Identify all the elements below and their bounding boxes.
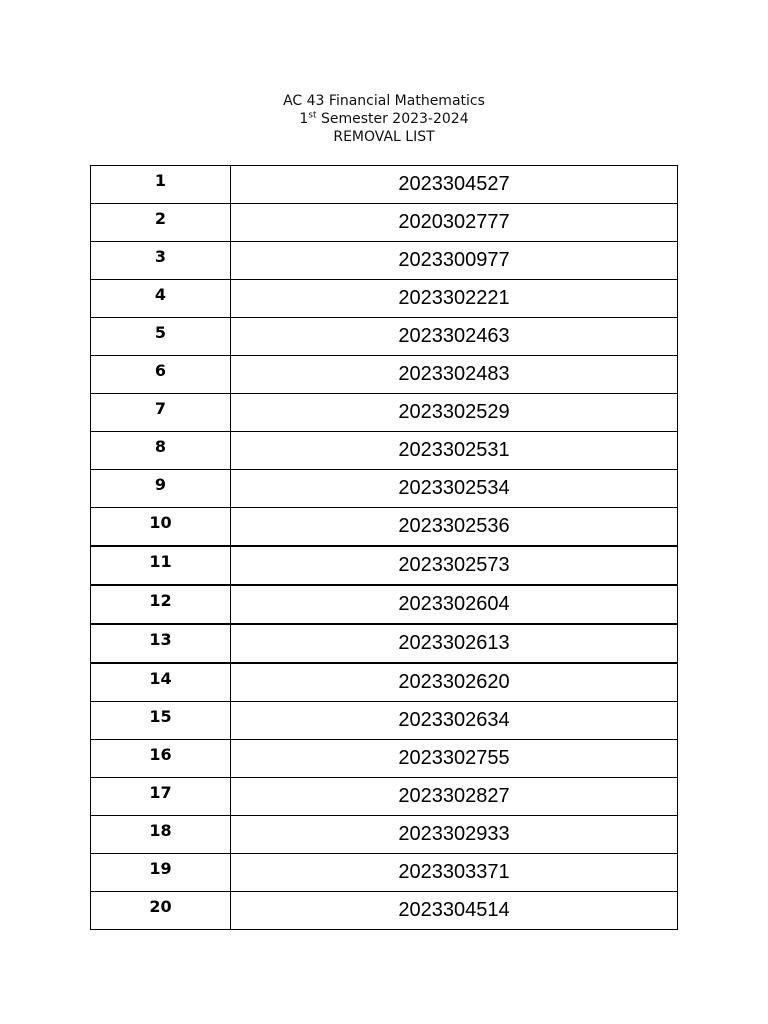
row-number: 17 [91, 778, 231, 816]
student-id: 2023302573 [231, 546, 678, 585]
row-number: 18 [91, 816, 231, 854]
row-number: 5 [91, 318, 231, 356]
student-id: 2020302777 [231, 204, 678, 242]
row-number: 14 [91, 663, 231, 702]
table-row [91, 624, 678, 663]
table-row [91, 394, 678, 432]
table-row [91, 242, 678, 280]
student-id: 2023302634 [231, 702, 678, 740]
table-row [91, 204, 678, 242]
table-row [91, 318, 678, 356]
table-row [91, 585, 678, 624]
table-row [91, 546, 678, 585]
document-header [0, 92, 768, 146]
student-id: 2023302755 [231, 740, 678, 778]
row-number: 11 [91, 546, 231, 585]
row-number: 6 [91, 356, 231, 394]
row-number: 3 [91, 242, 231, 280]
course-title: AC 43 Financial Mathematics [283, 93, 485, 109]
student-id: 2023302620 [231, 663, 678, 702]
table-row [91, 778, 678, 816]
student-id: 2023302613 [231, 624, 678, 663]
semester-ordinal: 1 [299, 111, 309, 127]
row-number: 15 [91, 702, 231, 740]
student-id: 2023302463 [231, 318, 678, 356]
row-number: 8 [91, 432, 231, 470]
table-row [91, 740, 678, 778]
removal-list-table [90, 165, 678, 930]
table-row [91, 816, 678, 854]
student-id: 2023302531 [231, 432, 678, 470]
student-id: 2023302827 [231, 778, 678, 816]
student-id: 2023302221 [231, 280, 678, 318]
student-id: 2023304514 [231, 892, 678, 930]
row-number: 10 [91, 508, 231, 547]
row-number: 20 [91, 892, 231, 930]
table-row [91, 356, 678, 394]
row-number: 12 [91, 585, 231, 624]
table-row [91, 854, 678, 892]
student-id: 2023300977 [231, 242, 678, 280]
table-row [91, 663, 678, 702]
student-id: 2023302536 [231, 508, 678, 547]
semester-text: Semester 2023-2024 [316, 111, 469, 127]
student-id: 2023302933 [231, 816, 678, 854]
table-row [91, 280, 678, 318]
table-row [91, 892, 678, 930]
row-number: 19 [91, 854, 231, 892]
student-id: 2023304527 [231, 166, 678, 204]
row-number: 1 [91, 166, 231, 204]
table-row [91, 470, 678, 508]
row-number: 9 [91, 470, 231, 508]
row-number: 16 [91, 740, 231, 778]
row-number: 4 [91, 280, 231, 318]
semester-ordinal-suffix: st [308, 110, 317, 121]
table-body [91, 166, 678, 930]
semester-line [0, 110, 768, 128]
student-id: 2023302529 [231, 394, 678, 432]
list-title: REMOVAL LIST [333, 129, 435, 145]
student-id: 2023302483 [231, 356, 678, 394]
table-row [91, 166, 678, 204]
row-number: 7 [91, 394, 231, 432]
table-row [91, 432, 678, 470]
row-number: 13 [91, 624, 231, 663]
table-row [91, 702, 678, 740]
student-id: 2023303371 [231, 854, 678, 892]
student-id: 2023302534 [231, 470, 678, 508]
table-row [91, 508, 678, 547]
row-number: 2 [91, 204, 231, 242]
student-id: 2023302604 [231, 585, 678, 624]
